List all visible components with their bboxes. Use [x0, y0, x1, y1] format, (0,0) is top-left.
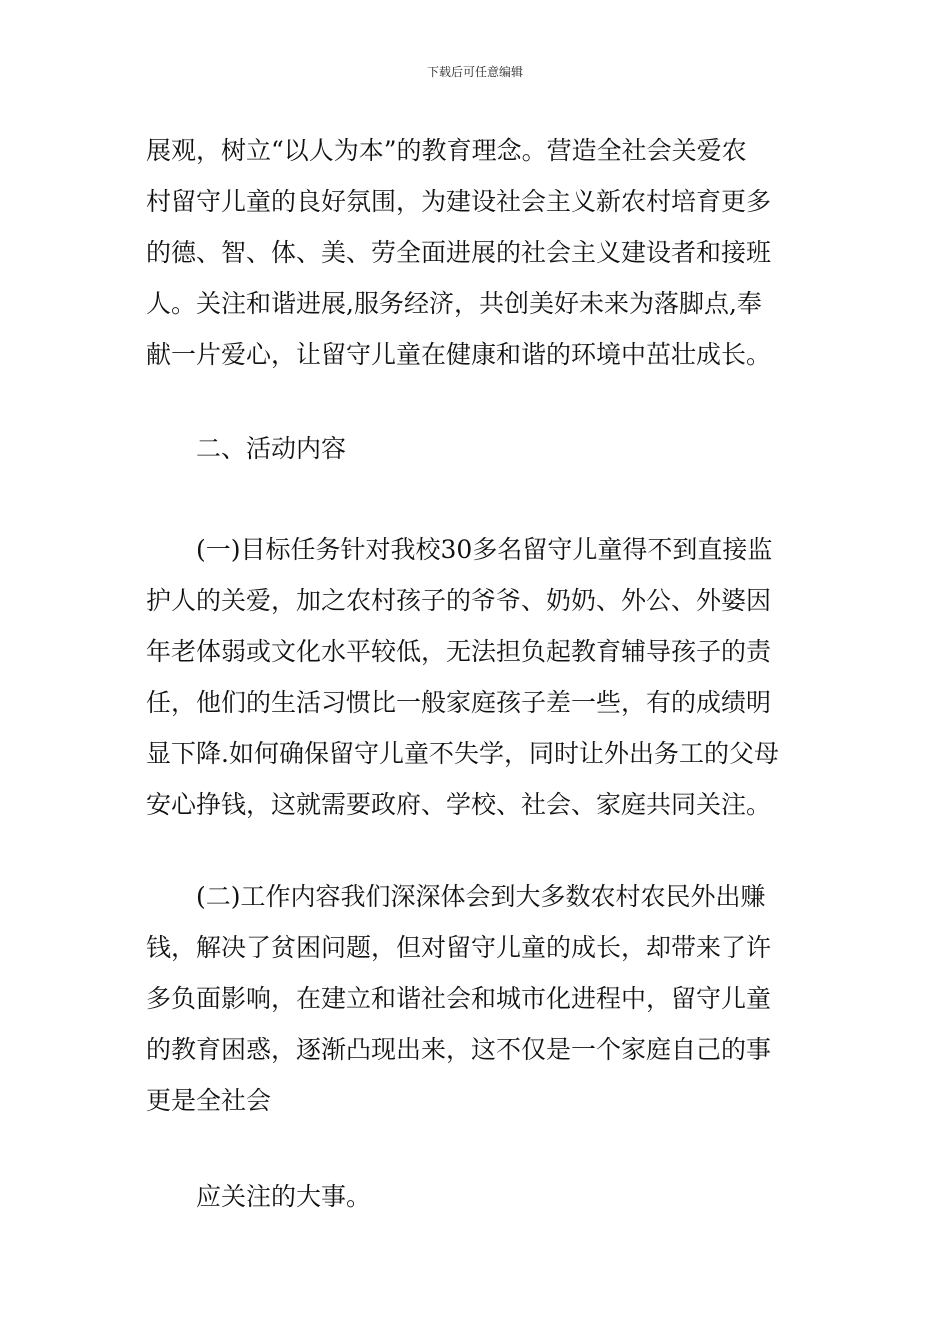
- text-line: 年老体弱或文化水平较低，无法担负起教育辅导孩子的责: [146, 637, 772, 666]
- intro-paragraph: [146, 125, 811, 380]
- text-line: 更是全社会: [146, 1086, 272, 1115]
- text-line: 多负面影响，在建立和谐社会和城市化进程中，留守儿童: [146, 984, 772, 1013]
- text-line: 村留守儿童的良好氛围，为建设社会主义新农村培育更多: [146, 187, 772, 216]
- heading-text: 二、活动内容: [196, 434, 347, 463]
- section-heading: [146, 423, 811, 474]
- text-line: 任，他们的生活习惯比一般家庭孩子差一些，有的成绩明: [146, 688, 772, 717]
- text-line: 安心挣钱，这就需要政府、学校、社会、家庭共同关注。: [146, 790, 772, 819]
- text-line: 的德、智、体、美、劳全面进展的社会主义建设者和接班: [146, 238, 772, 267]
- text-line: (一)目标任务针对我校30多名留守儿童得不到直接监: [196, 535, 773, 564]
- text-line: 献一片爱心，让留守儿童在健康和谐的环境中茁壮成长。: [146, 340, 772, 369]
- page-header: 下载后可任意编辑: [426, 65, 523, 79]
- text-line: 的教育困惑，逐渐凸现出来，这不仅是一个家庭自己的事: [146, 1035, 772, 1064]
- text-line: (二)工作内容我们深深体会到大多数农村农民外出赚: [196, 882, 766, 911]
- section-1-paragraph: [146, 524, 811, 830]
- section-2-paragraph: [146, 871, 811, 1126]
- closing-paragraph: [146, 1171, 811, 1222]
- text-line: 护人的关爱，加之农村孩子的爷爷、奶奶、外公、外婆因: [146, 586, 772, 615]
- text-line: 展观，树立“以人为本”的教育理念。营造全社会关爱农: [146, 136, 747, 165]
- text-line: 应关注的大事。: [196, 1182, 372, 1211]
- text-line: 钱，解决了贫困问题，但对留守儿童的成长，却带来了许: [146, 933, 772, 962]
- text-line: 显下降.如何确保留守儿童不失学，同时让外出务工的父母: [146, 739, 779, 768]
- text-line: 人。关注和谐进展,服务经济，共创美好未来为落脚点,奉: [146, 289, 762, 318]
